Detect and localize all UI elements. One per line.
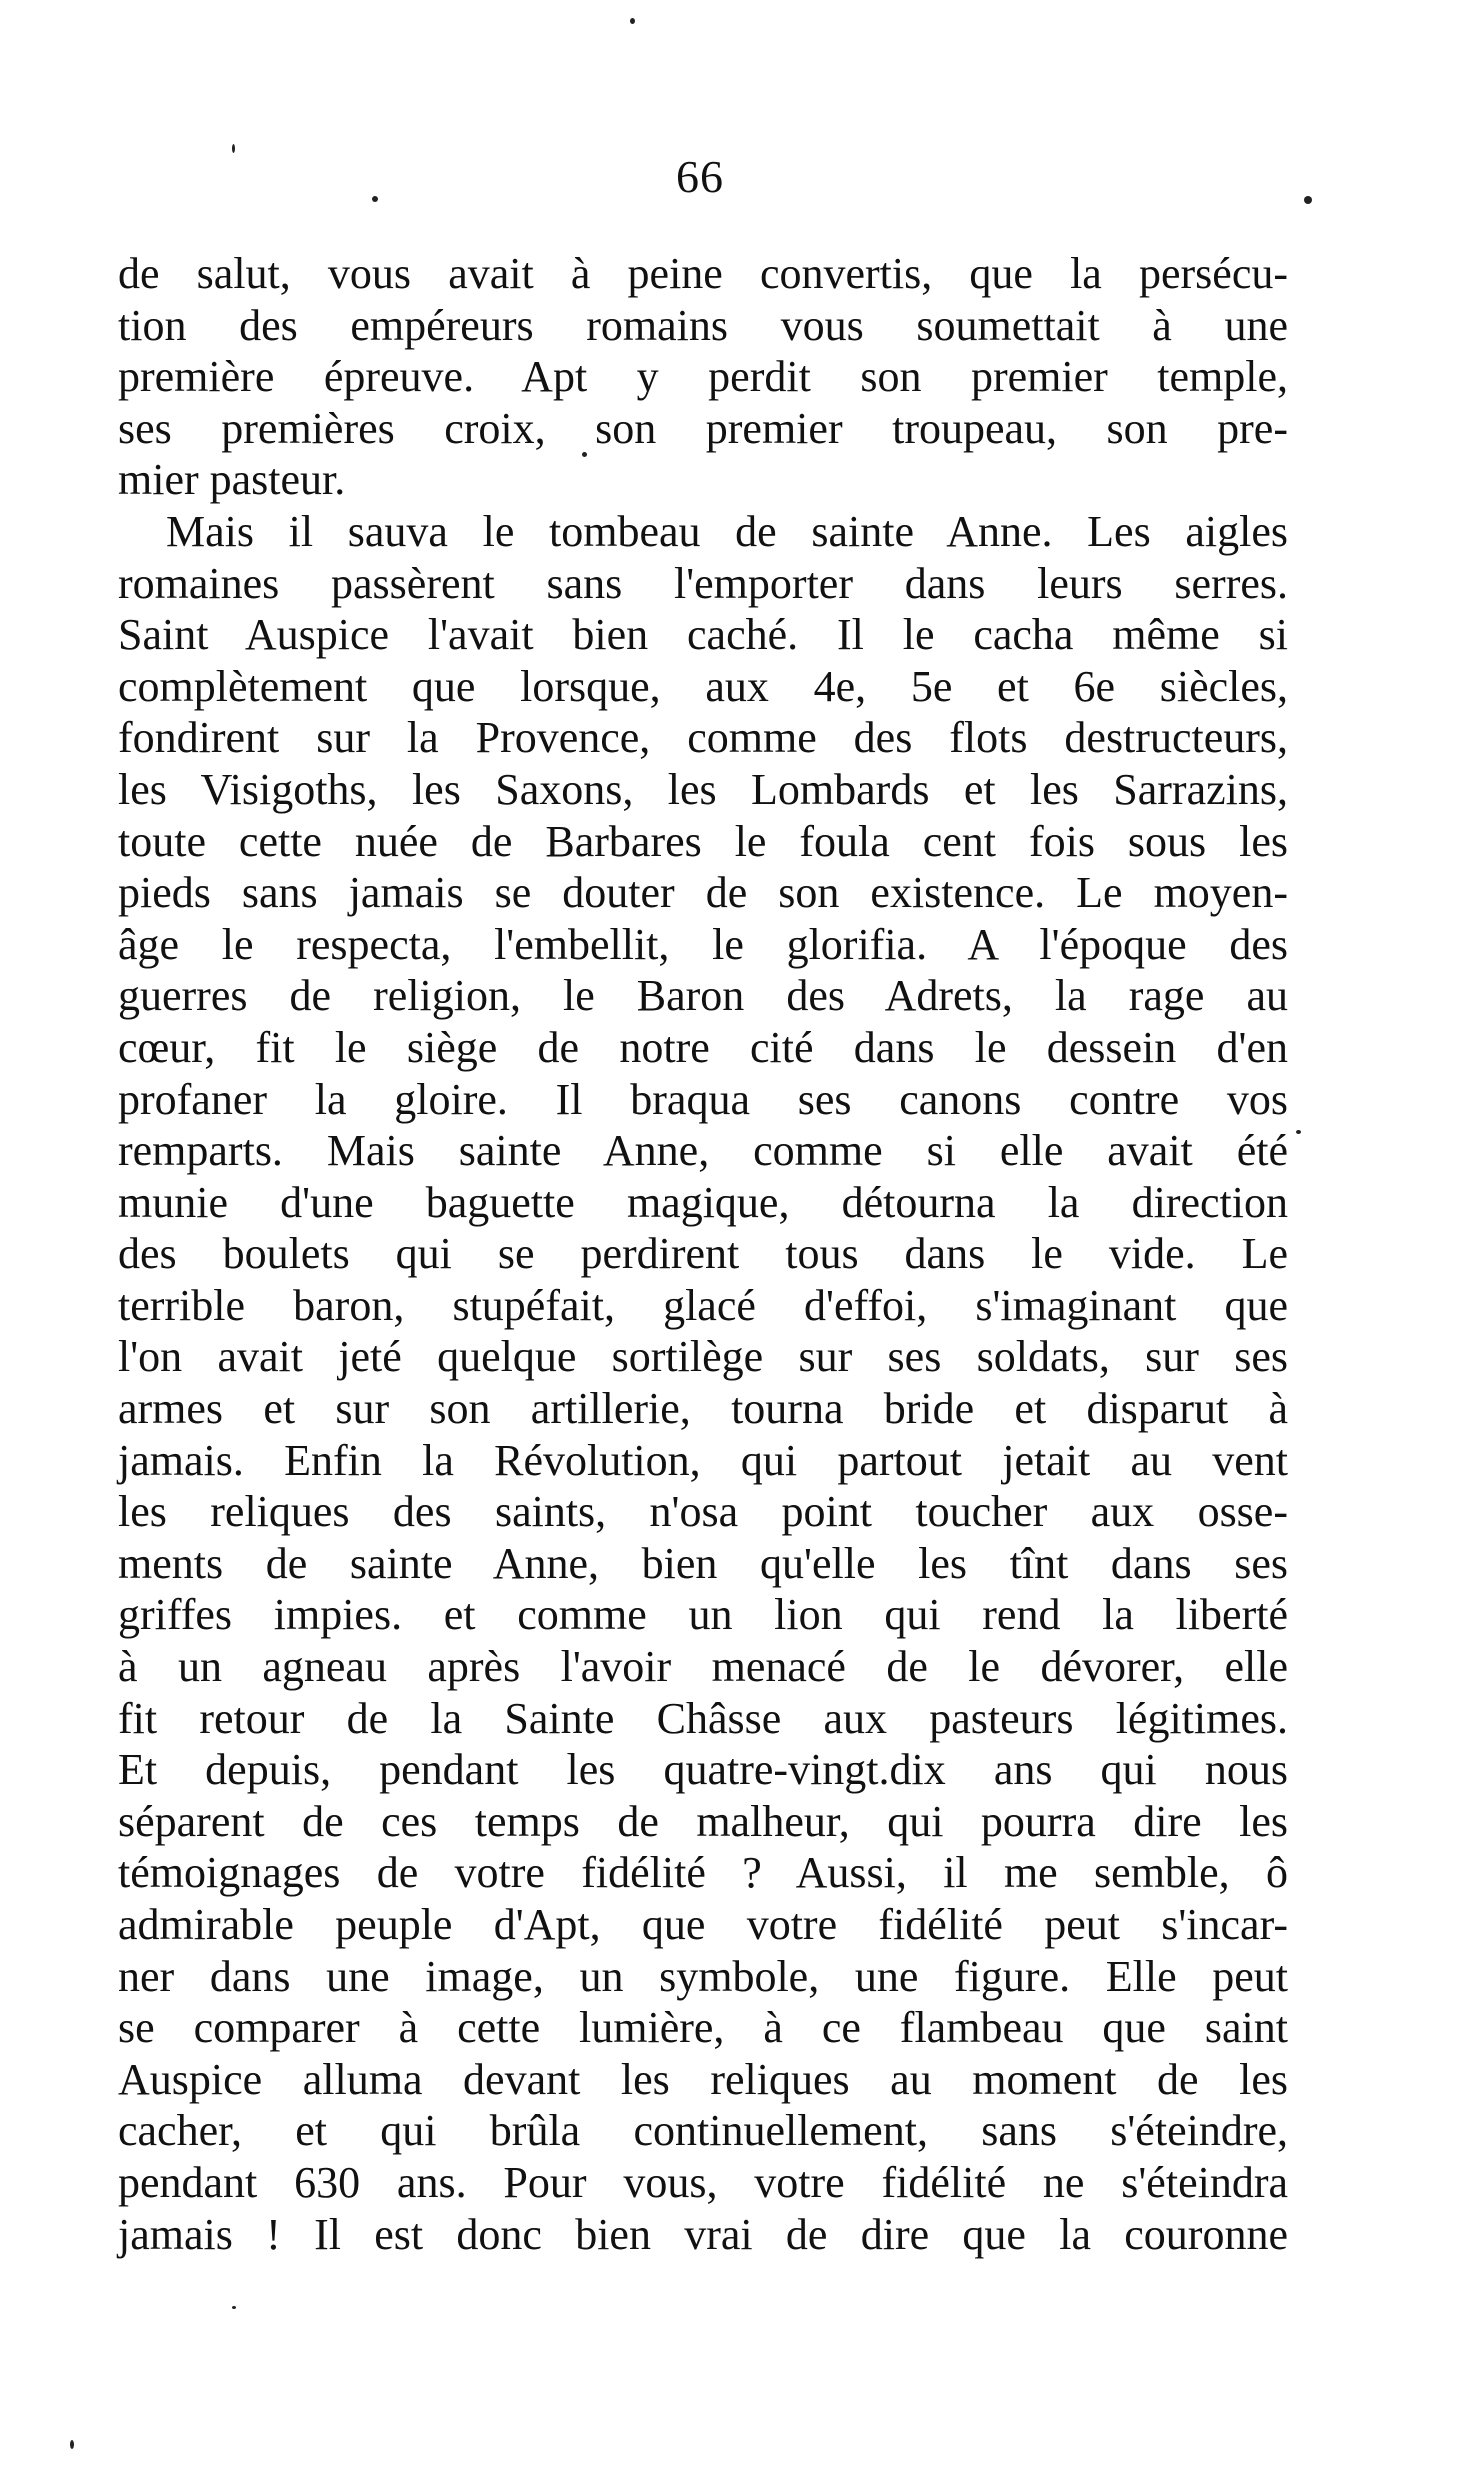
text-line: première épreuve. Apt y perdit son premier temple, xyxy=(118,352,1288,402)
ink-speck xyxy=(232,2306,236,2309)
ink-speck xyxy=(70,2440,74,2449)
text-line: témoignages de votre fidélité ? Aussi, il me semble, ô xyxy=(118,1848,1288,1898)
text-line: terrible baron, stupéfait, glacé d'effoi, s'imaginant que xyxy=(118,1280,1288,1330)
text-line: les reliques des saints, n'osa point toucher aux osse- xyxy=(118,1487,1288,1537)
text-line: Mais il sauva le tombeau de sainte Anne. Les aigles xyxy=(166,506,1288,556)
text-line: admirable peuple d'Apt, que votre fidélité peut s'incar- xyxy=(118,1900,1288,1949)
body-text xyxy=(118,248,1288,2260)
text-line: jamais. Enfin la Révolution, qui partout jetait au vent xyxy=(118,1435,1288,1485)
text-line: âge le respecta, l'embellit, le glorifia. A l'époque des xyxy=(118,919,1288,969)
text-line: armes et sur son artillerie, tourna bride et disparut à xyxy=(118,1384,1288,1434)
text-line: pendant 630 ans. Pour vous, votre fidélité ne s'éteindra xyxy=(118,2157,1288,2207)
text-line: toute cette nuée de Barbares le foula cent fois sous les xyxy=(118,816,1288,866)
text-line: les Visigoths, les Saxons, les Lombards et les Sarrazins, xyxy=(118,764,1288,814)
page-number: 66 xyxy=(676,151,724,202)
ink-speck xyxy=(630,18,635,24)
text-line: Et depuis, pendant les quatre-vingt.dix ans qui nous xyxy=(118,1745,1288,1795)
ink-speck xyxy=(1296,1130,1301,1134)
text-line: guerres de religion, le Baron des Adrets, la rage au xyxy=(118,971,1288,1021)
text-line: munie d'une baguette magique, détourna la direction xyxy=(118,1177,1288,1227)
text-line: fondirent sur la Provence, comme des flots destructeurs, xyxy=(118,713,1288,763)
text-line: de salut, vous avait à peine convertis, que la persécu- xyxy=(118,249,1288,298)
ink-speck xyxy=(1304,196,1312,204)
text-line: ner dans une image, un symbole, une figure. Elle peut xyxy=(118,1951,1288,2001)
ink-speck xyxy=(232,144,235,153)
text-line: ments de sainte Anne, bien qu'elle les tînt dans ses xyxy=(118,1538,1288,1588)
text-line: fit retour de la Sainte Châsse aux pasteurs légitimes. xyxy=(118,1693,1288,1743)
text-line: des boulets qui se perdirent tous dans le vide. Le xyxy=(118,1229,1288,1279)
text-line: à un agneau après l'avoir menacé de le dévorer, elle xyxy=(118,1642,1288,1692)
text-line: complètement que lorsque, aux 4e, 5e et 6e siècles, xyxy=(118,661,1288,711)
text-line: Auspice alluma devant les reliques au moment de les xyxy=(118,2054,1288,2104)
text-line: griffes impies. et comme un lion qui rend la liberté xyxy=(118,1590,1288,1640)
text-line: cacher, et qui brûla continuellement, sans s'éteindre, xyxy=(118,2106,1288,2156)
text-line: séparent de ces temps de malheur, qui pourra dire les xyxy=(118,1796,1288,1846)
text-line: Saint Auspice l'avait bien caché. Il le cacha même si xyxy=(118,610,1288,660)
text-line: cœur, fit le siège de notre cité dans le dessein d'en xyxy=(118,1022,1288,1072)
text-line: jamais ! Il est donc bien vrai de dire que la couronne xyxy=(118,2209,1288,2259)
text-line: tion des empéreurs romains vous soumettait à une xyxy=(118,300,1288,350)
text-line: profaner la gloire. Il braqua ses canons contre vos xyxy=(118,1074,1288,1124)
text-line: remparts. Mais sainte Anne, comme si elle avait été xyxy=(118,1126,1288,1176)
text-line: pieds sans jamais se douter de son existence. Le moyen- xyxy=(118,868,1288,918)
text-line: se comparer à cette lumière, à ce flambeau que saint xyxy=(118,2003,1288,2053)
ink-speck xyxy=(372,196,378,202)
text-line: l'on avait jeté quelque sortilège sur ses soldats, sur ses xyxy=(118,1332,1288,1382)
text-line: romaines passèrent sans l'emporter dans leurs serres. xyxy=(118,558,1288,608)
text-line: mier pasteur. xyxy=(118,455,346,505)
text-line: ses premières croix, son premier troupeau, son pre- xyxy=(118,403,1288,453)
